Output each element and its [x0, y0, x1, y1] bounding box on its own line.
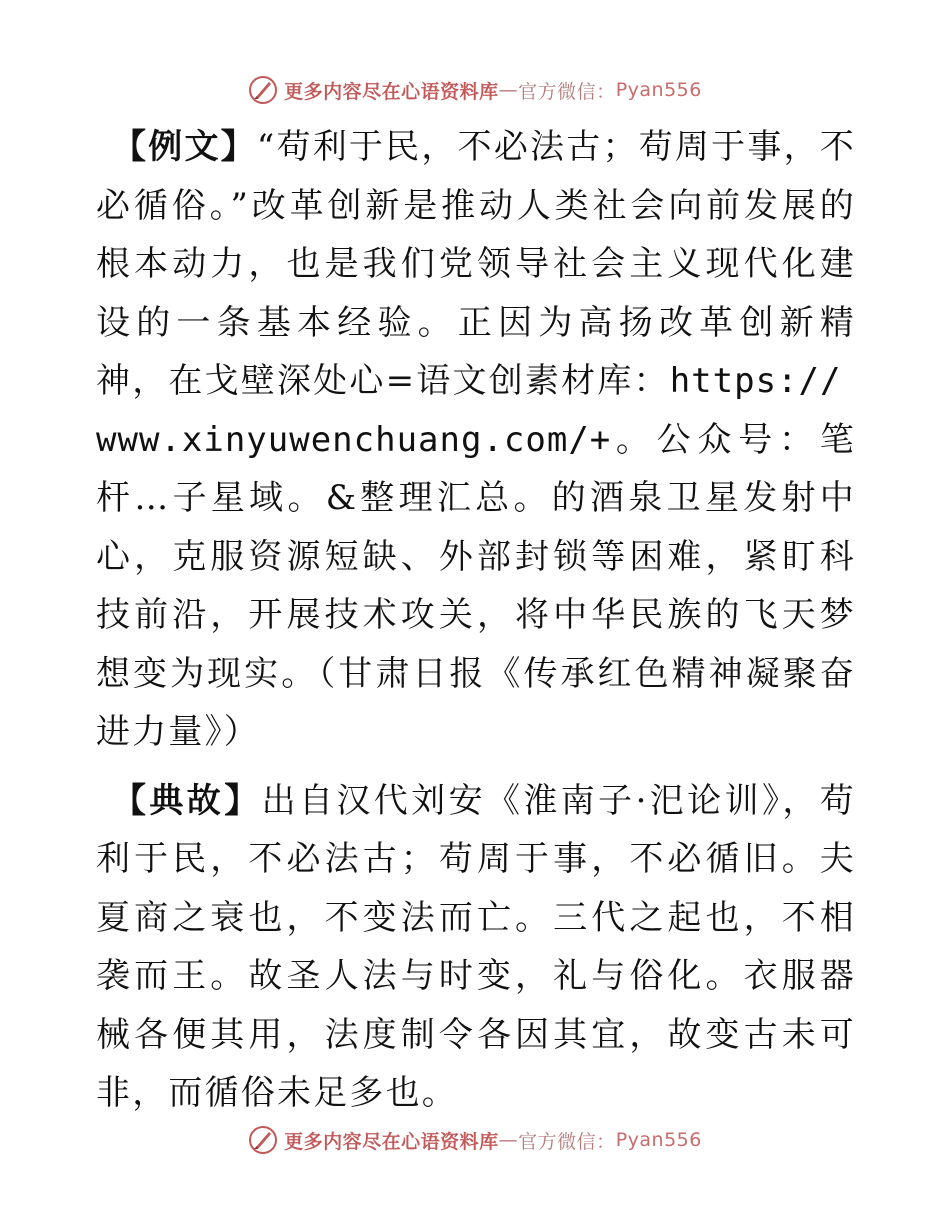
example-text-2: 。公众号：笔杆…子星域。&整理汇总。的酒泉卫星发射中心，克服资源短缺、外部封锁等困难，紧盯科技前沿，开展技术攻关，将中华民族的飞天梦想变为现实。（甘肃日报《传承红色精神凝聚奋进力量》） [96, 419, 856, 752]
allusion-text: 出自汉代刘安《淮南子·汜论训》，苟利于民，不必法古；苟周于事，不必循旧。夫夏商之衰也，不变法而亡。三代之起也，不相袭而王。故圣人法与时变，礼与俗化。衣服器械各便其用，法度制令各因其宜，故变古未可非，而循俗未足多也。 [96, 780, 856, 1113]
watermark-dash: — [498, 1129, 519, 1151]
watermark-main-text: 更多内容尽在心语资料库 [284, 80, 499, 103]
watermark-sub-text: 官方微信： [518, 80, 616, 103]
watermark-handle: Pyan556 [615, 1129, 702, 1151]
example-text-1: “苟利于民，不必法古；苟周于事，不必循俗。”改革创新是推动人类社会向前发展的根本动力，也是我们党领导社会主义现代化建设的一条基本经验。正因为高扬改革创新精神，在戈壁深处心=语文创素材库： [96, 127, 856, 401]
document-body [96, 118, 856, 1123]
example-url-1: https:// [669, 361, 842, 401]
header-watermark [0, 70, 950, 110]
example-paragraph [96, 118, 856, 762]
quill-pen-logo-icon [248, 75, 278, 105]
allusion-paragraph [96, 772, 856, 1123]
example-tag: 【例文】 [112, 127, 257, 167]
quill-pen-logo-icon [248, 1125, 278, 1155]
allusion-tag: 【典故】 [112, 780, 262, 821]
watermark-dash: — [498, 79, 519, 101]
watermark-handle: Pyan556 [615, 79, 702, 101]
watermark-main-text: 更多内容尽在心语资料库 [284, 1130, 499, 1153]
example-url-2: www.xinyuwenchuang.com/+ [96, 419, 612, 460]
footer-watermark [0, 1120, 950, 1160]
watermark-sub-text: 官方微信： [518, 1130, 616, 1153]
